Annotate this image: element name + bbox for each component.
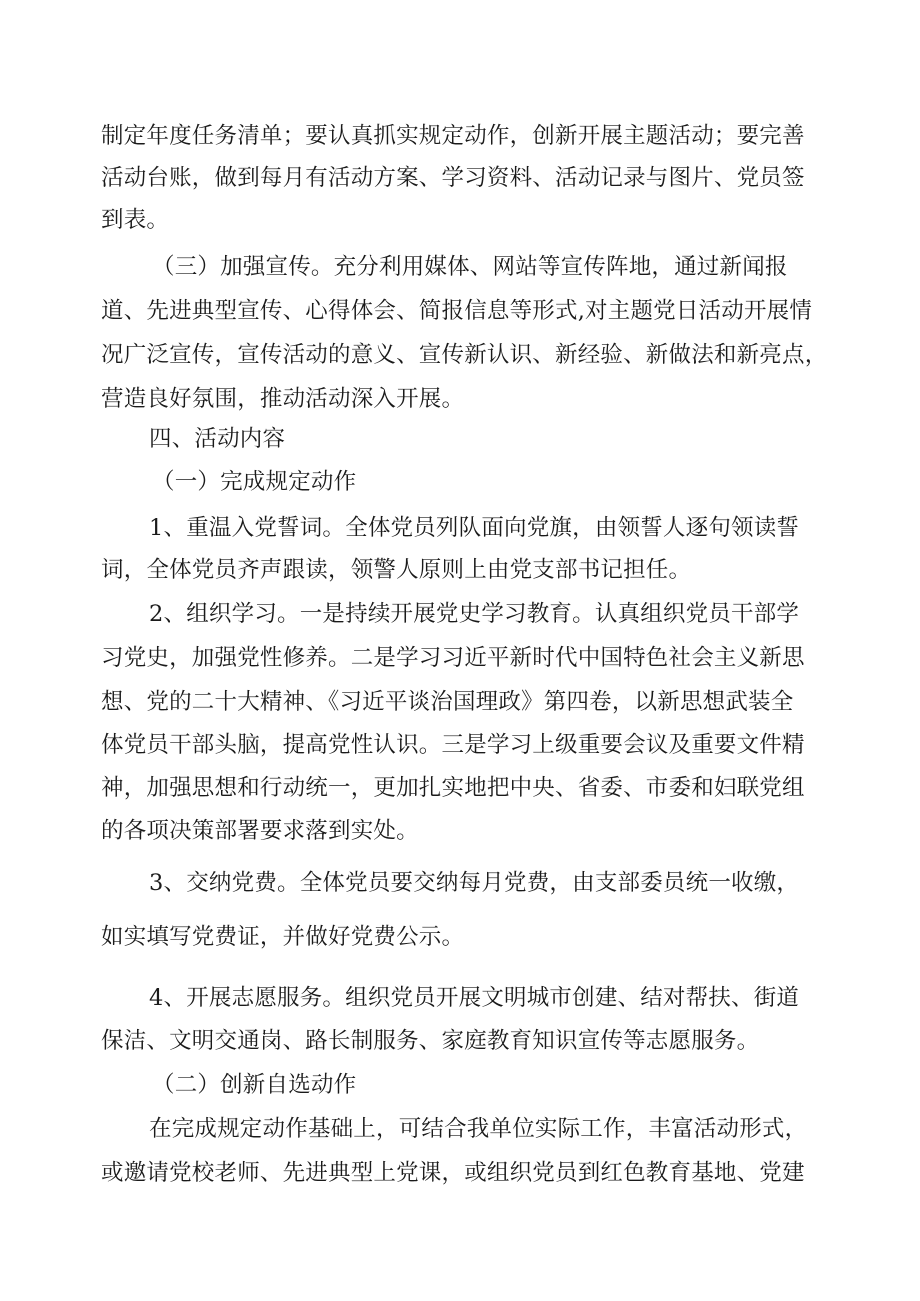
text-line: 保洁、文明交通岗、路长制服务、家庭教育知识宣传等志愿服务。	[101, 1028, 760, 1054]
subsection-heading: （二）创新自选动作	[152, 1072, 357, 1098]
text-line: 况广泛宣传，宣传活动的意义、宣传新认识、新经验、新做法和新亮点，	[101, 342, 828, 368]
text-line: 1、重温入党誓词。全体党员列队面向党旗，由领誓人逐句领读誓	[149, 515, 800, 541]
subsection-heading: （一）完成规定动作	[152, 469, 357, 495]
text-line: 到表。	[101, 207, 170, 233]
text-line: 4、开展志愿服务。组织党员开展文明城市创建、结对帮扶、街道	[149, 985, 800, 1011]
text-line: 或邀请党校老师、先进典型上党课，或组织党员到红色教育基地、党建	[101, 1160, 805, 1186]
text-line: 道、先进典型宣传、心得体会、简报信息等形式,对主题党日活动开展情	[101, 298, 813, 324]
text-line: 2、组织学习。一是持续开展党史学习教育。认真组织党员干部学	[149, 601, 800, 627]
text-line: 的各项决策部署要求落到实处。	[101, 818, 419, 844]
text-line: 神，加强思想和行动统一，更加扎实地把中央、省委、市委和妇联党组	[101, 775, 805, 801]
text-line: 3、交纳党费。全体党员要交纳每月党费，由支部委员统一收缴，	[149, 870, 800, 896]
text-line: 营造良好氛围，推动活动深入开展。	[101, 386, 465, 412]
text-line: 制定年度任务清单；要认真抓实规定动作，创新开展主题活动；要完善	[101, 123, 805, 149]
text-line: 想、党的二十大精神、《习近平谈治国理政》第四卷，以新思想武装全	[101, 689, 794, 715]
section-heading: 四、活动内容	[149, 426, 286, 452]
text-line: （三）加强宣传。充分利用媒体、网站等宣传阵地，通过新闻报	[152, 254, 788, 280]
text-line: 习党史，加强党性修养。二是学习习近平新时代中国特色社会主义新思	[101, 645, 805, 671]
text-line: 词，全体党员齐声跟读，领警人原则上由党支部书记担任。	[101, 557, 692, 583]
text-line: 体党员干部头脑，提高党性认识。三是学习上级重要会议及重要文件精	[101, 732, 805, 758]
text-line: 活动台账，做到每月有活动方案、学习资料、活动记录与图片、党员签	[101, 165, 805, 191]
text-line: 如实填写党费证，并做好党费公示。	[101, 924, 465, 950]
text-line: 在完成规定动作基础上，可结合我单位实际工作，丰富活动形式，	[149, 1116, 808, 1142]
